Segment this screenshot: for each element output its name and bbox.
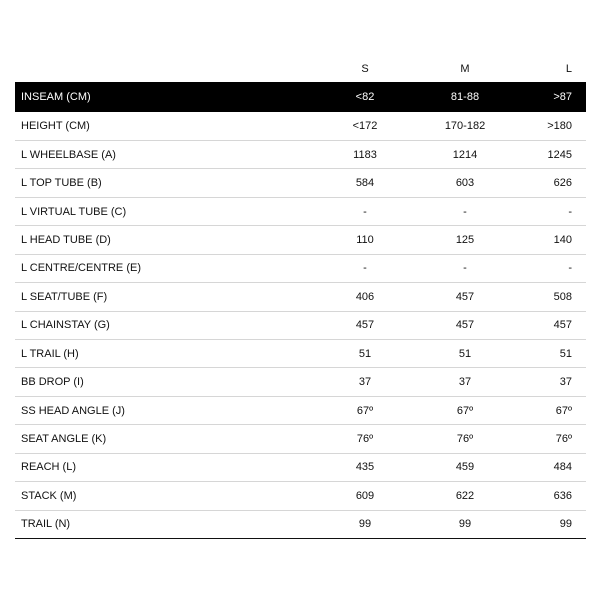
table-row bbox=[15, 453, 586, 481]
table-row bbox=[15, 283, 586, 311]
table-row bbox=[15, 254, 586, 282]
row-value-s: 584 bbox=[355, 177, 375, 190]
row-value-s: <172 bbox=[352, 119, 378, 132]
table-row bbox=[15, 368, 586, 396]
row-value-s: 1183 bbox=[353, 148, 377, 161]
table-row bbox=[15, 169, 586, 197]
row-value-m: - bbox=[463, 205, 467, 218]
row-value-l: 508 bbox=[553, 290, 572, 303]
row-value-m: 170-182 bbox=[444, 119, 486, 132]
row-value-l: - bbox=[568, 262, 572, 275]
row-value-m: 99 bbox=[458, 518, 472, 531]
row-value-s: 406 bbox=[355, 290, 375, 303]
row-value-l: 626 bbox=[553, 177, 572, 190]
row-value-m: 457 bbox=[455, 319, 475, 332]
row-value-s: 51 bbox=[358, 347, 372, 360]
table-row bbox=[15, 396, 586, 424]
row-label: TRAIL (N) bbox=[21, 518, 71, 531]
table-row bbox=[15, 340, 586, 368]
row-value-m: 125 bbox=[455, 233, 475, 246]
row-value-l: 99 bbox=[559, 518, 572, 531]
row-value-s: 110 bbox=[356, 233, 374, 246]
row-value-m: 76º bbox=[456, 433, 474, 446]
row-label: L CENTRE/CENTRE (E) bbox=[21, 262, 141, 275]
row-label: L CHAINSTAY (G) bbox=[21, 319, 110, 332]
row-label: SS HEAD ANGLE (J) bbox=[21, 404, 125, 417]
row-value-l: 484 bbox=[553, 461, 572, 474]
row-value-s: 99 bbox=[358, 518, 372, 531]
row-value-l: 76º bbox=[555, 433, 572, 446]
row-value-s: 457 bbox=[355, 319, 375, 332]
table-row bbox=[15, 482, 586, 510]
row-label: SEAT ANGLE (K) bbox=[21, 433, 107, 446]
table-row bbox=[15, 311, 586, 339]
row-label: L TOP TUBE (B) bbox=[21, 177, 102, 190]
row-value-m: 51 bbox=[458, 347, 472, 360]
geometry-rows bbox=[15, 112, 586, 539]
row-value-s: 76º bbox=[356, 433, 374, 446]
row-value-m: 1214 bbox=[452, 148, 478, 161]
row-value-m: 622 bbox=[455, 489, 475, 502]
row-value-s: 609 bbox=[355, 489, 375, 502]
row-label: L WHEELBASE (A) bbox=[21, 148, 116, 161]
row-value-l: 636 bbox=[553, 489, 572, 502]
inseam-header-row bbox=[15, 82, 586, 112]
row-label: L TRAIL (H) bbox=[21, 347, 79, 360]
size-label-m: M bbox=[460, 63, 470, 75]
row-value-s: 67º bbox=[356, 404, 374, 417]
size-header-row bbox=[15, 56, 586, 82]
inseam-value-m: 81-88 bbox=[450, 91, 480, 103]
row-value-l: >180 bbox=[547, 119, 572, 132]
inseam-value-s: <82 bbox=[355, 91, 375, 103]
row-value-l: 140 bbox=[553, 233, 572, 246]
geometry-chart bbox=[15, 56, 586, 539]
geometry-table bbox=[15, 82, 586, 539]
table-row bbox=[15, 425, 586, 453]
row-label: L VIRTUAL TUBE (C) bbox=[21, 205, 127, 218]
row-value-l: - bbox=[568, 205, 572, 218]
table-row bbox=[15, 197, 586, 225]
row-value-l: 37 bbox=[559, 376, 572, 389]
row-value-l: 51 bbox=[559, 347, 572, 360]
row-value-s: - bbox=[363, 205, 367, 218]
row-value-m: 37 bbox=[458, 376, 472, 389]
row-value-s: 435 bbox=[355, 461, 375, 474]
row-value-m: 67º bbox=[456, 404, 474, 417]
row-value-m: - bbox=[463, 262, 467, 275]
row-label: STACK (M) bbox=[21, 489, 77, 502]
row-value-l: 457 bbox=[553, 319, 572, 332]
row-value-l: 67º bbox=[555, 404, 572, 417]
table-row bbox=[15, 510, 586, 538]
size-label-l: L bbox=[565, 63, 572, 75]
row-label: L SEAT/TUBE (F) bbox=[21, 290, 108, 303]
row-label: HEIGHT (CM) bbox=[21, 119, 90, 132]
row-value-s: 37 bbox=[358, 376, 372, 389]
row-label: REACH (L) bbox=[21, 461, 77, 474]
size-label-s: S bbox=[361, 63, 369, 75]
row-label: BB DROP (I) bbox=[21, 376, 84, 389]
inseam-value-l: >87 bbox=[553, 91, 572, 103]
row-value-m: 459 bbox=[455, 461, 475, 474]
row-value-m: 457 bbox=[455, 290, 475, 303]
row-value-s: - bbox=[363, 262, 367, 275]
table-row bbox=[15, 140, 586, 168]
row-value-m: 603 bbox=[455, 177, 475, 190]
table-row bbox=[15, 226, 586, 254]
table-row bbox=[15, 112, 586, 140]
inseam-label: INSEAM (CM) bbox=[21, 91, 91, 103]
row-value-l: 1245 bbox=[547, 148, 572, 161]
row-label: L HEAD TUBE (D) bbox=[21, 233, 111, 246]
